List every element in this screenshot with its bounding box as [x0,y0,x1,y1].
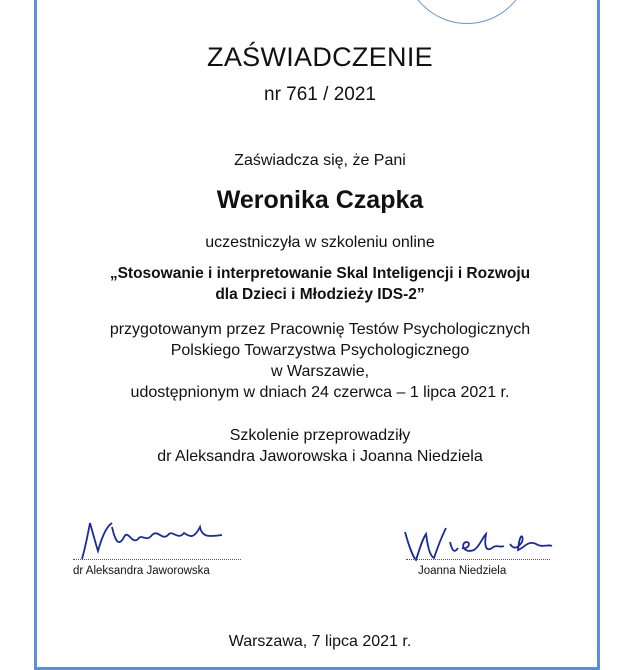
place-date: Warszawa, 7 lipca 2021 r. [228,633,412,650]
participation-text: uczestniczyła w szkoleniu online [205,234,435,251]
signature-line [73,559,241,560]
signatory-name: Joanna Niedziela [418,565,507,577]
trainers-names: dr Aleksandra Jaworowska i Joanna Niedziela [157,448,483,465]
organizer-line: Polskiego Towarzystwa Psychologicznego [170,342,470,359]
signatory-name: dr Aleksandra Jaworowska [73,565,210,577]
organizer-text [0,319,640,403]
organizer-line: przygotowanym przez Pracownię Testów Psychologicznych [109,321,531,338]
course-title-line: „Stosowanie i interpretowanie Skal Inteligencji i Rozwoju [109,265,531,282]
certificate-title: ZAŚWIADCZENIE [207,42,433,72]
course-title [0,263,640,305]
intro-text: Zaświadcza się, że Pani [234,152,406,169]
organizer-line: udostępnionym w dniach 24 czerwca – 1 lipca 2021 r. [130,384,510,401]
recipient-name: Weronika Czapka [216,186,424,214]
certificate-number: nr 761 / 2021 [264,84,376,105]
trainers-block [0,425,640,467]
trainers-heading: Szkolenie przeprowadziły [229,427,411,444]
course-title-line: dla Dzieci i Młodzieży IDS-2” [215,286,425,303]
organizer-line: w Warszawie, [270,363,370,380]
signature-line [406,559,550,560]
signature-jaworowska [72,515,242,565]
